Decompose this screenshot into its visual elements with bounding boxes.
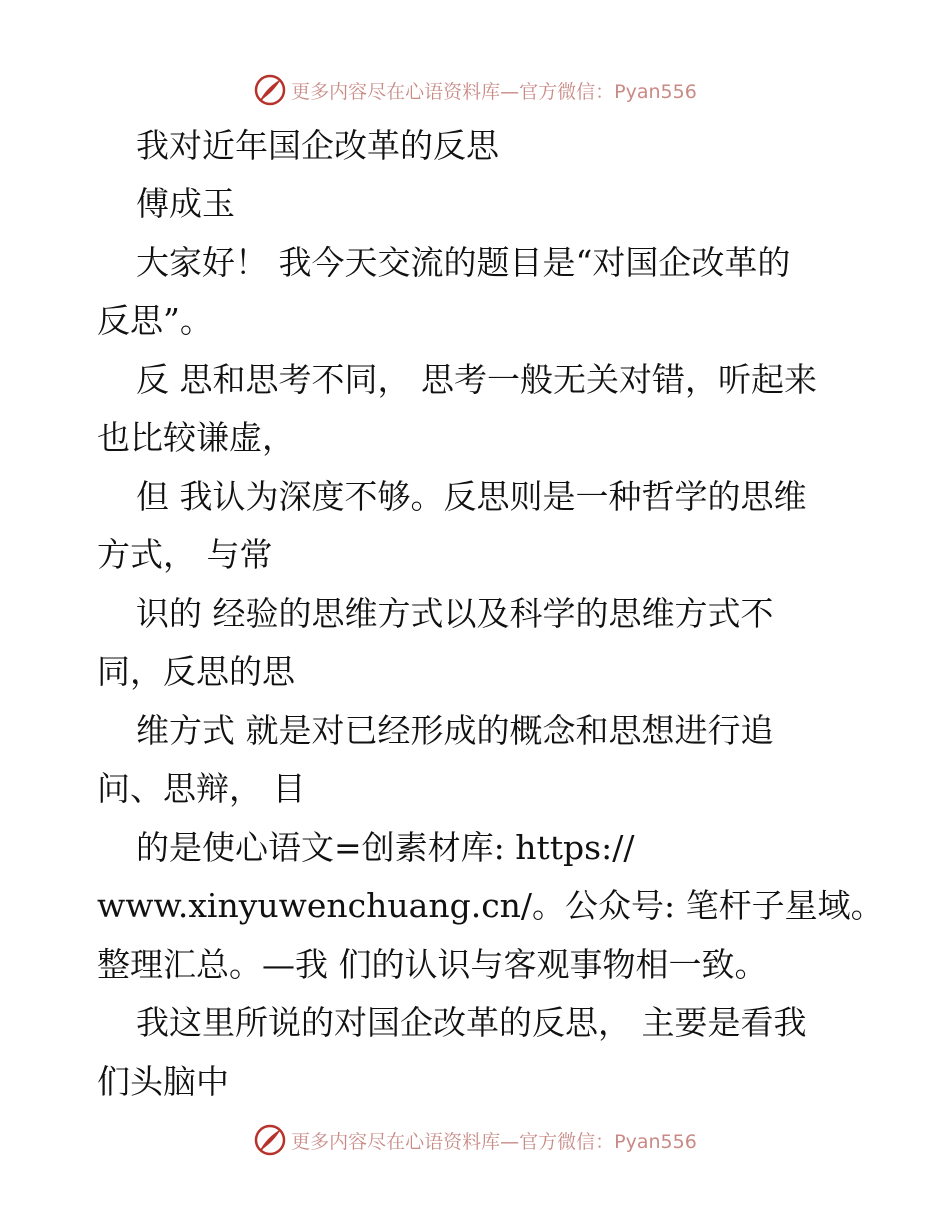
paragraph-line: 的是使心语文=创素材库: https:// xyxy=(136,828,635,867)
paragraph-line: 识的 经验的思维方式以及科学的思维方式不 xyxy=(136,594,774,633)
paragraph-line: www.xinyuwenchuang.cn/。公众号: 笔杆子星域。 xyxy=(97,886,884,925)
paragraph-line: 维方式 就是对已经形成的概念和思想进行追 xyxy=(136,711,774,750)
paragraph-line: 也比较谦虚， xyxy=(97,418,295,457)
header-watermark-text: 更多内容尽在心语资料库—官方微信：Pyan556 xyxy=(291,80,697,103)
paragraph-line: 反 思和思考不同， 思考一般无关对错，听起来 xyxy=(136,360,817,399)
document-title: 我对近年国企改革的反思 xyxy=(136,126,499,165)
footer-watermark-text: 更多内容尽在心语资料库—官方微信：Pyan556 xyxy=(291,1130,697,1153)
paragraph-line: 但 我认为深度不够。反思则是一种哲学的思维 xyxy=(136,477,807,516)
document-author: 傅成玉 xyxy=(136,184,235,223)
paragraph-line: 同，反思的思 xyxy=(97,652,295,691)
paragraph-line: 整理汇总。—我 们的认识与客观事物相一致。 xyxy=(97,945,768,984)
paragraph-line: 反思”。 xyxy=(97,301,213,340)
paragraph-line: 我这里所说的对国企改革的反思， 主要是看我 xyxy=(136,1003,807,1042)
paragraph-line: 大家好！ 我今天交流的题目是“对国企改革的 xyxy=(136,243,791,282)
quill-logo-icon xyxy=(253,1123,287,1157)
footer-watermark-banner xyxy=(0,1120,950,1160)
paragraph-line: 们头脑中 xyxy=(97,1062,229,1101)
paragraph-line: 方式， 与常 xyxy=(97,535,273,574)
paragraph-line: 问、思辩， 目 xyxy=(97,769,306,808)
